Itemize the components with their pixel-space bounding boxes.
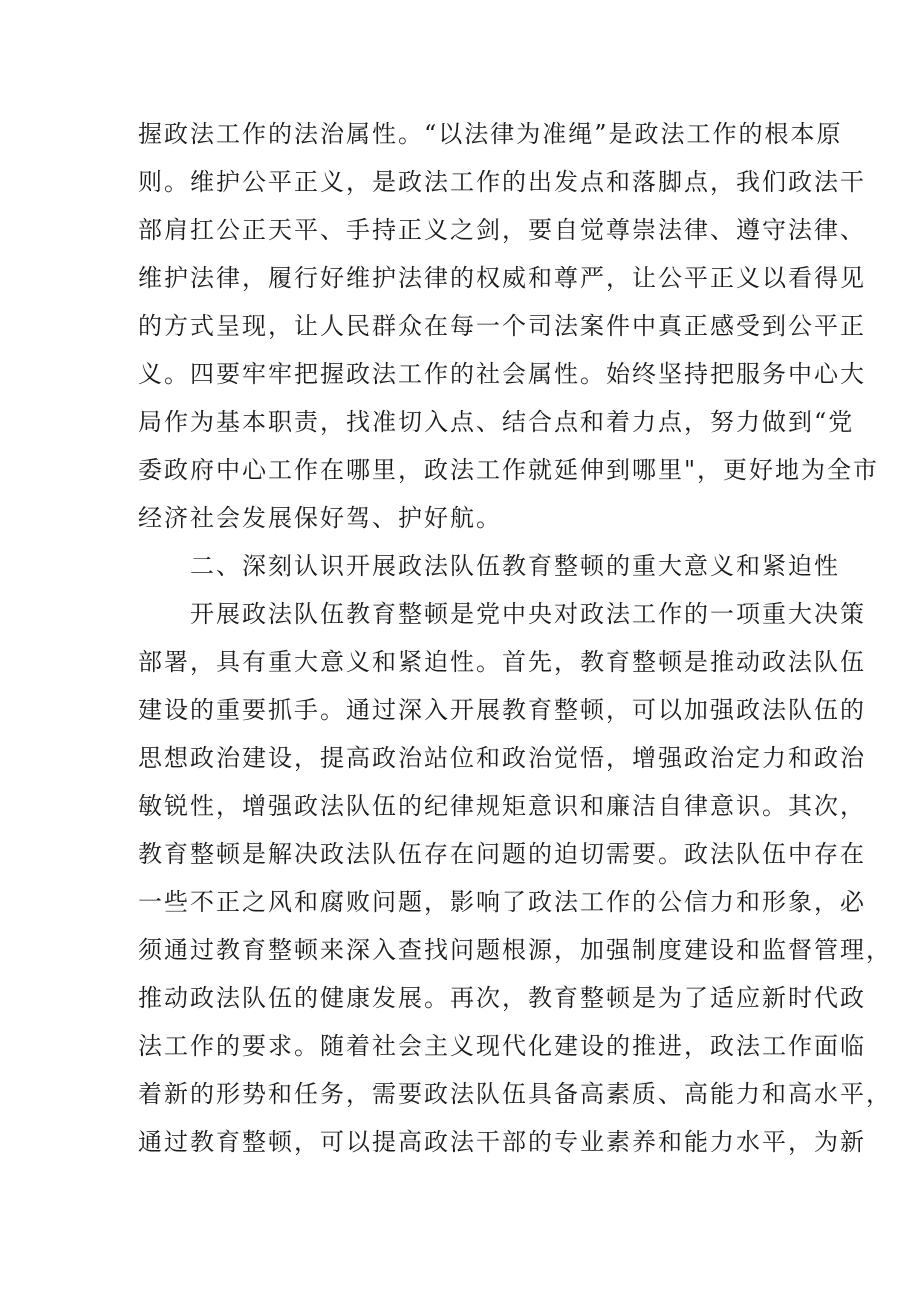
text-line: 经济社会发展保好驾、护好航。	[138, 504, 502, 532]
text-line: 思想政治建设，提高政治站位和政治觉悟，增强政治定力和政治	[138, 744, 866, 772]
paragraph-body	[138, 590, 892, 1166]
text-line: 建设的重要抓手。通过深入开展教育整顿，可以加强政法队伍的	[138, 696, 866, 724]
body-text	[138, 110, 892, 1166]
text-line: 法工作的要求。随着社会主义现代化建设的推进，政法工作面临	[138, 1032, 866, 1060]
text-line: 义。四要牢牢把握政法工作的社会属性。始终坚持把服务中心大	[138, 360, 866, 388]
text-line: 部署，具有重大意义和紧迫性。首先，教育整顿是推动政法队伍	[138, 648, 866, 676]
text-line: 则。维护公平正义，是政法工作的出发点和落脚点，我们政法干	[138, 168, 866, 196]
paragraph-continuation	[138, 110, 880, 542]
text-line: 着新的形势和任务，需要政法队伍具备高素质、高能力和高水平，	[138, 1080, 892, 1108]
text-line: 一些不正之风和腐败问题，影响了政法工作的公信力和形象，必	[138, 888, 866, 916]
text-line: 教育整顿是解决政法队伍存在问题的迫切需要。政法队伍中存在	[138, 840, 866, 868]
text-line: 敏锐性，增强政法队伍的纪律规矩意识和廉洁自律意识。其次，	[138, 792, 866, 820]
text-line: 局作为基本职责，找准切入点、结合点和着力点，努力做到“党	[138, 408, 855, 436]
text-line: 通过教育整顿，可以提高政法干部的专业素养和能力水平，为新	[138, 1128, 866, 1156]
text-line: 的方式呈现，让人民群众在每一个司法案件中真正感受到公平正	[138, 312, 866, 340]
text-line: 维护法律，履行好维护法律的权威和尊严，让公平正义以看得见	[138, 264, 866, 292]
text-line: 握政法工作的法治属性。“以法律为准绳”是政法工作的根本原	[138, 120, 843, 148]
text-line: 推动政法队伍的健康发展。再次，教育整顿是为了适应新时代政	[138, 984, 866, 1012]
section-heading: 二、深刻认识开展政法队伍教育整顿的重大意义和紧迫性	[190, 552, 840, 580]
text-line: 开展政法队伍教育整顿是党中央对政法工作的一项重大决策	[190, 600, 866, 628]
text-line: 须通过教育整顿来深入查找问题根源，加强制度建设和监督管理，	[138, 936, 892, 964]
text-line: 委政府中心工作在哪里，政法工作就延伸到哪里"，更好地为全市	[138, 456, 880, 484]
text-line: 部肩扛公正天平、手持正义之剑，要自觉尊崇法律、遵守法律、	[138, 216, 866, 244]
